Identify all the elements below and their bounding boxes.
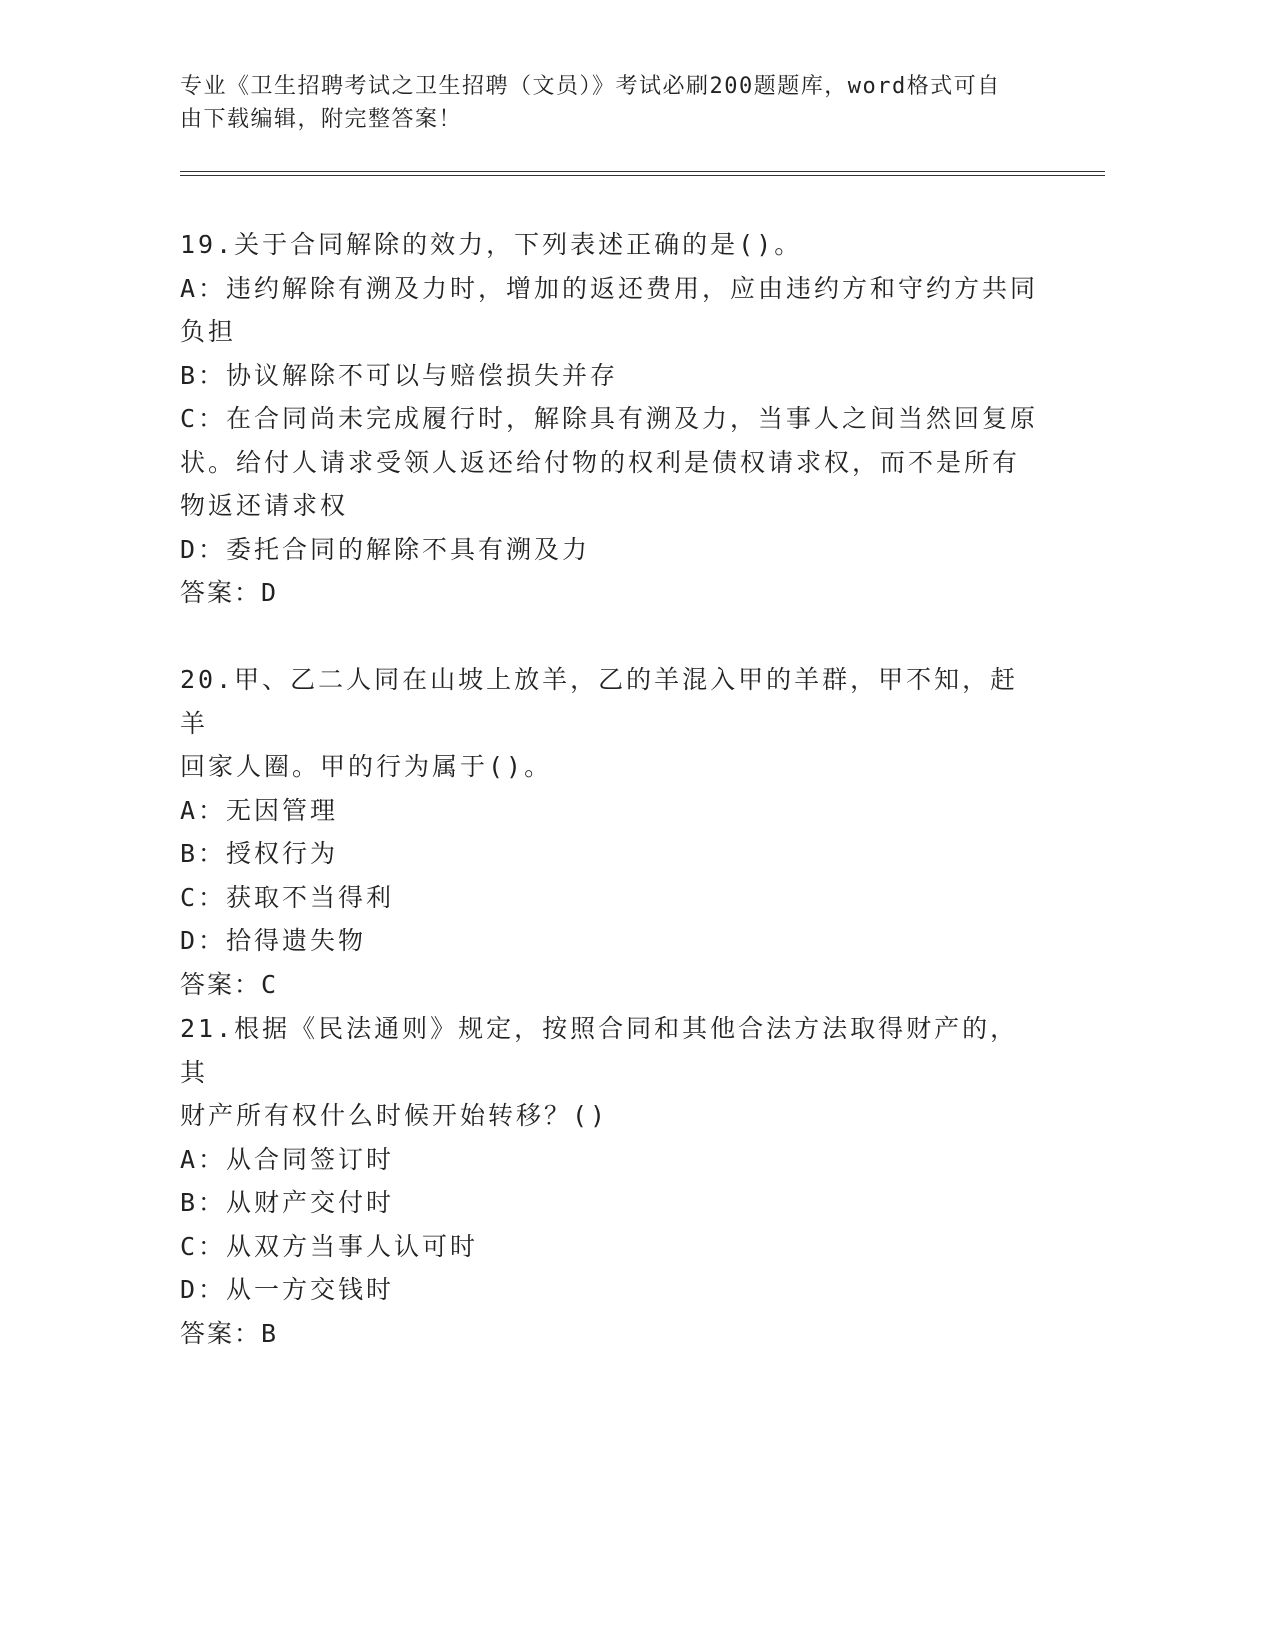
option-line: A：从合同签订时 — [180, 1144, 395, 1174]
option-line: C：获取不当得利 — [180, 882, 395, 912]
option-a — [180, 789, 1040, 833]
option-line: B：授权行为 — [180, 839, 339, 868]
header-line: 由下载编辑，附完整答案！ — [180, 107, 463, 132]
question-20 — [180, 658, 1040, 1006]
question-stem: 19.关于合同解除的效力，下列表述正确的是()。 — [180, 230, 803, 259]
header-divider — [180, 171, 1105, 172]
option-c — [180, 876, 1040, 920]
option-a — [180, 1138, 1040, 1182]
option-line: B：从财产交付时 — [180, 1188, 395, 1217]
header-divider — [180, 175, 1105, 176]
option-line: D：从一方交钱时 — [180, 1275, 395, 1304]
document-header — [180, 70, 1040, 136]
question-21 — [180, 1007, 1040, 1355]
option-b — [180, 832, 1040, 876]
answer: 答案：D — [180, 578, 279, 607]
question-stem: 21.根据《民法通则》规定，按照合同和其他合法方法取得财产的，其 — [180, 1014, 1019, 1087]
question-stem: 财产所有权什么时候开始转移？() — [180, 1101, 609, 1130]
option-line: A：违约解除有溯及力时，增加的返还费用，应由违约方和守约方共同 — [180, 273, 1039, 303]
option-c — [180, 397, 1040, 528]
question-stem: 回家人圈。甲的行为属于()。 — [180, 752, 553, 781]
option-line: D：委托合同的解除不具有溯及力 — [180, 534, 591, 564]
option-b — [180, 1181, 1040, 1225]
option-line: C：在合同尚未完成履行时，解除具有溯及力，当事人之间当然回复原 — [180, 404, 1039, 433]
option-line: D：拾得遗失物 — [180, 926, 367, 955]
option-d — [180, 919, 1040, 963]
question-stem: 20.甲、乙二人同在山坡上放羊，乙的羊混入甲的羊群，甲不知，赶羊 — [180, 665, 1019, 738]
header-line: 专业《卫生招聘考试之卫生招聘（文员）》考试必刷200题题库，word格式可自 — [180, 74, 1001, 99]
option-line: 负担 — [180, 317, 237, 346]
answer: 答案：B — [180, 1318, 279, 1348]
option-b — [180, 354, 1040, 398]
option-line: 物返还请求权 — [180, 491, 349, 520]
option-c — [180, 1225, 1040, 1269]
option-line: B：协议解除不可以与赔偿损失并存 — [180, 360, 619, 390]
option-d — [180, 528, 1040, 572]
answer: 答案：C — [180, 969, 279, 999]
option-line: C：从双方当事人认可时 — [180, 1231, 479, 1261]
option-line: 状。给付人请求受领人返还给付物的权利是债权请求权，而不是所有 — [180, 447, 1021, 477]
option-d — [180, 1268, 1040, 1312]
option-a — [180, 267, 1040, 354]
question-19 — [180, 223, 1040, 615]
option-line: A：无因管理 — [180, 795, 339, 825]
